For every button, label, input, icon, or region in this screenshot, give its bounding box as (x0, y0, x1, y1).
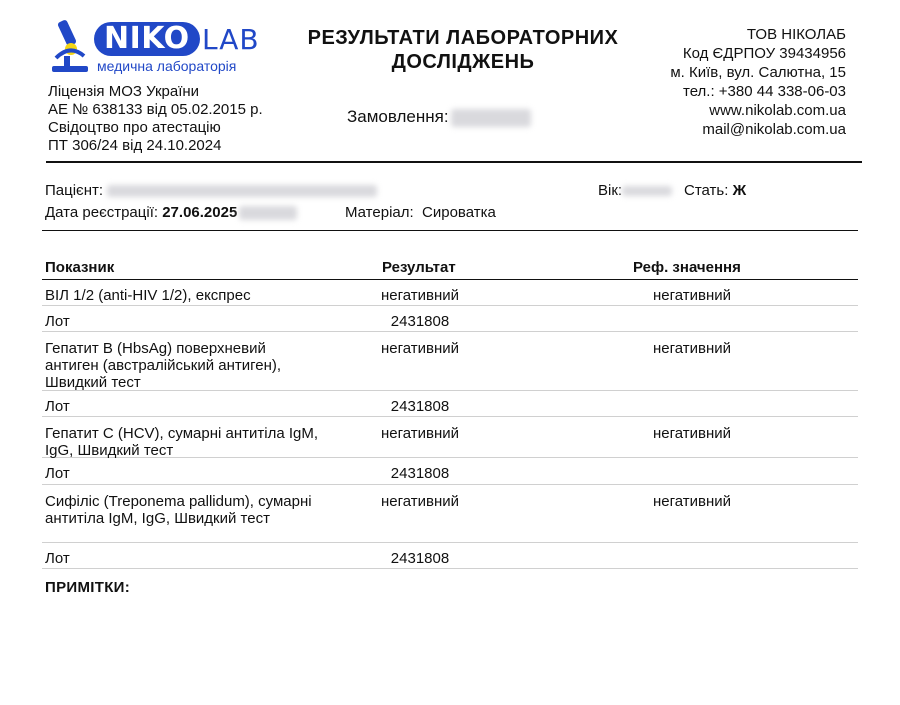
header-result: Результат (382, 259, 456, 276)
company-phone: тел.: +380 44 338-06-03 (683, 83, 846, 100)
row-result: негативний (380, 340, 460, 357)
registration-label: Дата реєстрації: (45, 204, 159, 221)
patient-label: Пацієнт: (45, 182, 104, 199)
patient-field (45, 182, 377, 199)
order-field (347, 107, 531, 127)
nikolab-logo (50, 18, 260, 78)
row-lot-number: 2431808 (390, 550, 450, 567)
license-line: АЕ № 638133 від 05.02.2015 р. (48, 101, 263, 118)
company-website: www.nikolab.com.ua (709, 102, 846, 119)
row-lot-number: 2431808 (390, 313, 450, 330)
company-email: mail@nikolab.com.ua (702, 121, 846, 138)
table-row (42, 280, 858, 306)
title-line-1: РЕЗУЛЬТАТИ ЛАБОРАТОРНИХ (307, 27, 619, 49)
row-indicator: Сифіліс (Treponema pallidum), сумарні антитіла IgM, IgG, Швидкий тест (45, 493, 312, 527)
table-row (42, 417, 858, 458)
license-line: Свідоцтво про атестацію (48, 119, 221, 136)
material-field (345, 204, 496, 221)
logo-niko: NIKO (94, 22, 200, 56)
row-lot-number: 2431808 (390, 465, 450, 482)
table-row (42, 543, 858, 569)
row-reference: негативний (652, 425, 732, 442)
logo-subtitle: медична лабораторія (97, 58, 237, 74)
table-header (42, 258, 858, 280)
order-label: Замовлення: (347, 107, 449, 126)
row-reference: негативний (652, 287, 732, 304)
document-title (272, 26, 654, 74)
row-indicator: Гепатит В (HbsAg) поверхневий антиген (австралійський антиген), Швидкий тест (45, 340, 282, 391)
row-result: негативний (380, 287, 460, 304)
license-line: ПТ 306/24 від 24.10.2024 (48, 137, 222, 154)
results-table (42, 258, 858, 569)
row-reference: негативний (652, 493, 732, 510)
registration-date-field (45, 204, 297, 221)
material-label: Матеріал: (345, 204, 414, 221)
registration-time-redacted (239, 206, 297, 220)
age-value-redacted (622, 186, 672, 196)
row-result: негативний (380, 425, 460, 442)
order-number-redacted (451, 109, 531, 127)
company-block (670, 25, 846, 139)
table-row (42, 306, 858, 332)
microscope-icon (50, 18, 92, 74)
row-reference: негативний (652, 340, 732, 357)
sex-label: Стать: (684, 182, 729, 199)
row-indicator: Лот (45, 550, 70, 567)
notes-heading: ПРИМІТКИ: (45, 579, 131, 596)
company-address: м. Київ, вул. Салютна, 15 (670, 64, 846, 81)
title-line-2: ДОСЛІДЖЕНЬ (391, 51, 535, 73)
license-line: Ліцензія МОЗ України (48, 83, 200, 100)
company-code: Код ЄДРПОУ 39434956 (682, 45, 846, 62)
table-row (42, 332, 858, 391)
header-indicator: Показник (45, 259, 115, 276)
header-reference: Реф. значення (633, 259, 741, 276)
row-indicator: Гепатит С (HCV), сумарні антитіла IgM, IgG, Швидкий тест (45, 425, 319, 459)
sex-field (684, 182, 746, 199)
company-name: ТОВ НІКОЛАБ (746, 26, 846, 43)
row-indicator: ВІЛ 1/2 (anti-HIV 1/2), експрес (45, 287, 251, 304)
row-result: негативний (380, 493, 460, 510)
material-value: Сироватка (422, 204, 496, 221)
row-indicator: Лот (45, 398, 70, 415)
header-divider (46, 161, 862, 163)
row-indicator: Лот (45, 313, 70, 330)
table-row (42, 391, 858, 417)
row-lot-number: 2431808 (390, 398, 450, 415)
license-block (48, 83, 263, 155)
logo-lab: LAB (202, 23, 260, 56)
patient-name-redacted (107, 185, 377, 197)
registration-date: 27.06.2025 (162, 204, 238, 221)
row-indicator: Лот (45, 465, 70, 482)
sex-value: Ж (732, 182, 747, 199)
table-row (42, 458, 858, 485)
patient-divider (42, 230, 858, 231)
age-field (598, 182, 672, 199)
age-label: Вік: (598, 182, 623, 199)
table-row (42, 485, 858, 543)
